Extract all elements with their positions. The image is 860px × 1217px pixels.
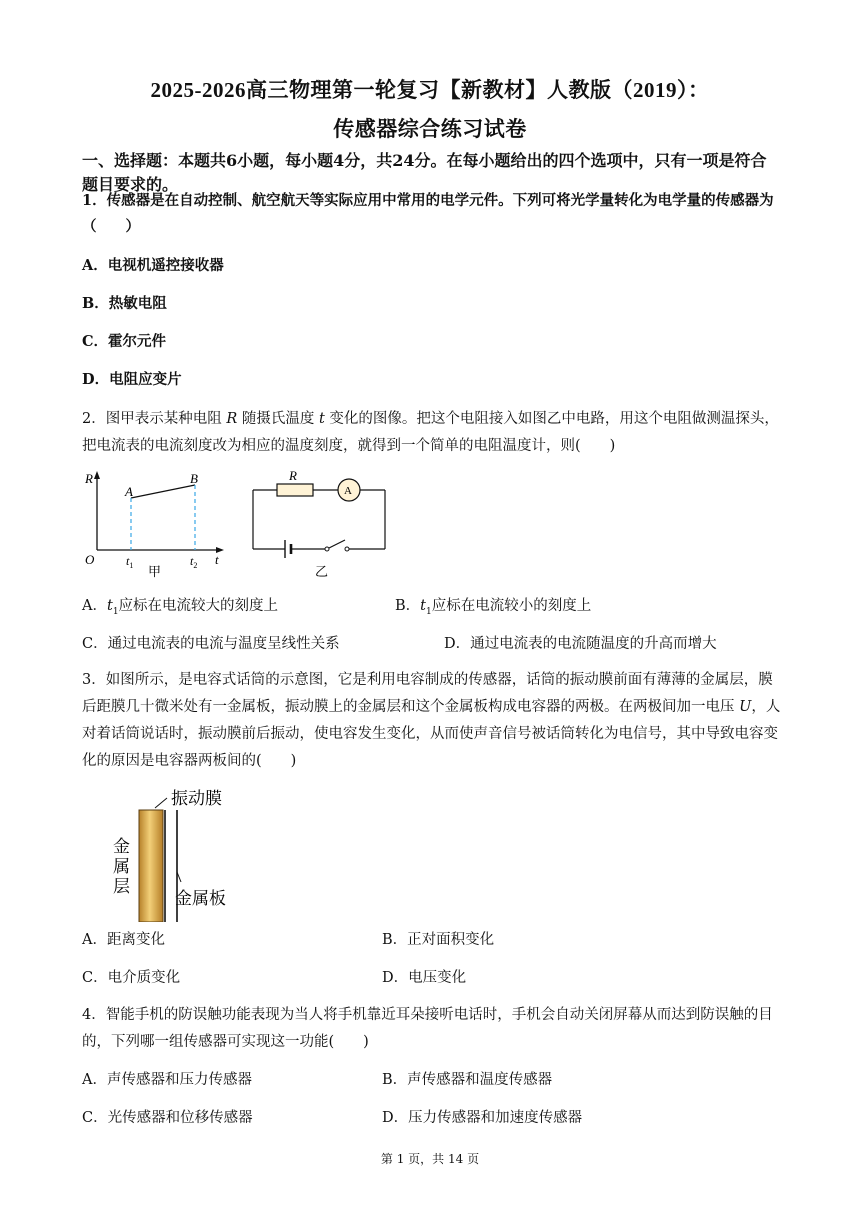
page-footer: 第 1 页，共 14 页 <box>380 1152 480 1166</box>
q3-option-c: C．电介质变化 <box>82 970 181 986</box>
figure-jia-caption: 甲 <box>148 564 162 579</box>
q2-option-a: A．$t_1$应标在电流较大的刻度上 <box>82 598 279 617</box>
q1-stem: 1．传感器是在自动控制、航空航天等实际应用中常用的电学元件。下列可将光学量转化为电学量的传感器为（ ） <box>82 192 774 235</box>
graph-axis-t-label: t <box>215 552 219 567</box>
label-metal-layer-3: 层 <box>113 877 130 896</box>
graph-origin-label: O <box>85 552 95 567</box>
q2-option-c: C．通过电流表的电流与温度呈线性关系 <box>82 636 340 652</box>
q2-stem: 2．图甲表示某种电阻 R 随摄氏温度 t 变化的图像。把这个电阻接入如图乙中电路，用这个电阻做测温探头，把电流表的电流刻度改为相应的温度刻度，就得到一个简单的电阻温度计，则( ) <box>82 411 779 454</box>
q4-stem: 4．智能手机的防误触功能表现为当人将手机靠近耳朵接听电话时，手机会自动关闭屏幕从而达到防误触的目的，下列哪一组传感器可实现这一功能( ) <box>82 1007 773 1050</box>
section-heading: 一、选择题：本题共6小题，每小题4分，共24分。在每小题给出的四个选项中，只有一项是符合题目要求的。 <box>82 151 767 194</box>
label-metal-layer-2: 属 <box>113 857 130 876</box>
figure-yi-caption: 乙 <box>315 564 329 579</box>
q2-option-b: B．$t_1$应标在电流较小的刻度上 <box>395 598 592 617</box>
q4-option-b: B．声传感器和温度传感器 <box>382 1072 553 1088</box>
label-metal-layer-1: 金 <box>113 837 130 856</box>
q4-option-d: D．压力传感器和加速度传感器 <box>382 1110 583 1126</box>
figure-circuit <box>245 468 395 580</box>
label-metal-plate: 金属板 <box>175 889 226 908</box>
doc-title-line1: 2025-2026高三物理第一轮复习【新教材】人教版（2019）： <box>150 78 710 102</box>
graph-axis-r-label: R <box>85 471 93 486</box>
circuit-resistor-label: R <box>289 468 297 483</box>
figure-microphone <box>105 782 245 922</box>
q3-option-d: D．电压变化 <box>382 970 467 986</box>
graph-t1-label: $t_1$ <box>126 554 134 570</box>
doc-title-line2: 传感器综合练习试卷 <box>333 117 527 141</box>
q4-option-c: C．光传感器和位移传感器 <box>82 1110 253 1126</box>
label-membrane: 振动膜 <box>171 789 222 808</box>
q4-option-a: A．声传感器和压力传感器 <box>82 1072 252 1088</box>
q3-stem: 3．如图所示，是电容式话筒的示意图，它是利用电容制成的传感器，话筒的振动膜前面有薄薄的金属层，膜后距膜几十微米处有一金属板，振动膜上的金属层和这个金属板构成电容器的两极。在两极间加一电压 U，人对着话筒说话时，振动膜前后振动，使电容发生变化，从而使声音信号被话筒转化为电信号，其中导致电容变化的原因是电容器两板间的( ) <box>82 672 781 769</box>
q1-option-d: D．电阻应变片 <box>82 371 182 388</box>
q3-option-a: A．距离变化 <box>82 932 165 948</box>
graph-point-a-label: A <box>125 484 133 499</box>
q3-option-b: B．正对面积变化 <box>382 932 495 948</box>
graph-point-b-label: B <box>190 471 198 486</box>
circuit-ammeter-label: A <box>344 485 352 497</box>
graph-t2-label: $t_2$ <box>190 554 198 570</box>
figure-r-t-graph <box>82 468 232 580</box>
q1-option-a: A．电视机遥控接收器 <box>82 257 224 274</box>
q1-option-c: C．霍尔元件 <box>82 333 167 350</box>
q1-option-b: B．热敏电阻 <box>82 295 167 312</box>
q2-option-d: D．通过电流表的电流随温度的升高而增大 <box>444 636 717 652</box>
